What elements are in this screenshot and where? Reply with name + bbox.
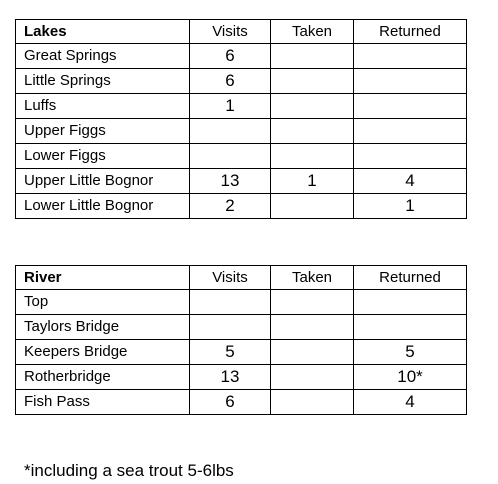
value-cell: 6 — [190, 390, 271, 415]
table-row — [16, 119, 467, 144]
value-cell — [271, 144, 354, 169]
value-cell — [271, 365, 354, 390]
table-row — [16, 390, 467, 415]
lakes-header-cell: Returned — [354, 20, 467, 44]
location-cell: Upper Figgs — [16, 119, 190, 144]
table-row — [16, 340, 467, 365]
table-row — [16, 69, 467, 94]
location-cell: Rotherbridge — [16, 365, 190, 390]
value-cell — [271, 290, 354, 315]
location-cell: Taylors Bridge — [16, 315, 190, 340]
river-header-row — [16, 266, 467, 290]
value-cell: 1 — [271, 169, 354, 194]
value-cell: 5 — [354, 340, 467, 365]
table-row — [16, 290, 467, 315]
table-row — [16, 315, 467, 340]
lakes-table — [15, 19, 467, 219]
value-cell — [354, 315, 467, 340]
location-cell: Lower Little Bognor — [16, 194, 190, 219]
value-cell — [271, 69, 354, 94]
value-cell: 4 — [354, 169, 467, 194]
value-cell — [354, 44, 467, 69]
location-cell: Lower Figgs — [16, 144, 190, 169]
value-cell — [271, 94, 354, 119]
footnote: *including a sea trout 5-6lbs — [24, 461, 234, 480]
value-cell — [271, 340, 354, 365]
value-cell: 13 — [190, 169, 271, 194]
value-cell: 1 — [190, 94, 271, 119]
value-cell: 6 — [190, 69, 271, 94]
location-cell: Great Springs — [16, 44, 190, 69]
table-row — [16, 44, 467, 69]
value-cell — [354, 94, 467, 119]
value-cell: 5 — [190, 340, 271, 365]
location-cell: Luffs — [16, 94, 190, 119]
location-cell: Top — [16, 290, 190, 315]
value-cell: 1 — [354, 194, 467, 219]
river-header-cell: Visits — [190, 266, 271, 290]
value-cell — [271, 44, 354, 69]
table-row — [16, 144, 467, 169]
river-header-cell: Returned — [354, 266, 467, 290]
value-cell — [354, 290, 467, 315]
value-cell — [354, 119, 467, 144]
value-cell — [190, 290, 271, 315]
value-cell — [190, 315, 271, 340]
value-cell — [354, 144, 467, 169]
value-cell — [190, 119, 271, 144]
value-cell — [354, 69, 467, 94]
lakes-header-cell: Taken — [271, 20, 354, 44]
location-cell: Keepers Bridge — [16, 340, 190, 365]
river-table — [15, 265, 467, 415]
value-cell — [271, 315, 354, 340]
table-row — [16, 169, 467, 194]
value-cell — [271, 119, 354, 144]
river-header-cell: Taken — [271, 266, 354, 290]
value-cell: 6 — [190, 44, 271, 69]
table-row — [16, 365, 467, 390]
river-header-cell: River — [16, 266, 190, 290]
location-cell: Little Springs — [16, 69, 190, 94]
location-cell: Upper Little Bognor — [16, 169, 190, 194]
lakes-header-row — [16, 20, 467, 44]
value-cell: 2 — [190, 194, 271, 219]
value-cell — [271, 194, 354, 219]
value-cell: 10* — [354, 365, 467, 390]
table-row — [16, 194, 467, 219]
value-cell: 4 — [354, 390, 467, 415]
value-cell — [190, 144, 271, 169]
lakes-header-cell: Visits — [190, 20, 271, 44]
value-cell: 13 — [190, 365, 271, 390]
lakes-header-cell: Lakes — [16, 20, 190, 44]
location-cell: Fish Pass — [16, 390, 190, 415]
value-cell — [271, 390, 354, 415]
table-row — [16, 94, 467, 119]
